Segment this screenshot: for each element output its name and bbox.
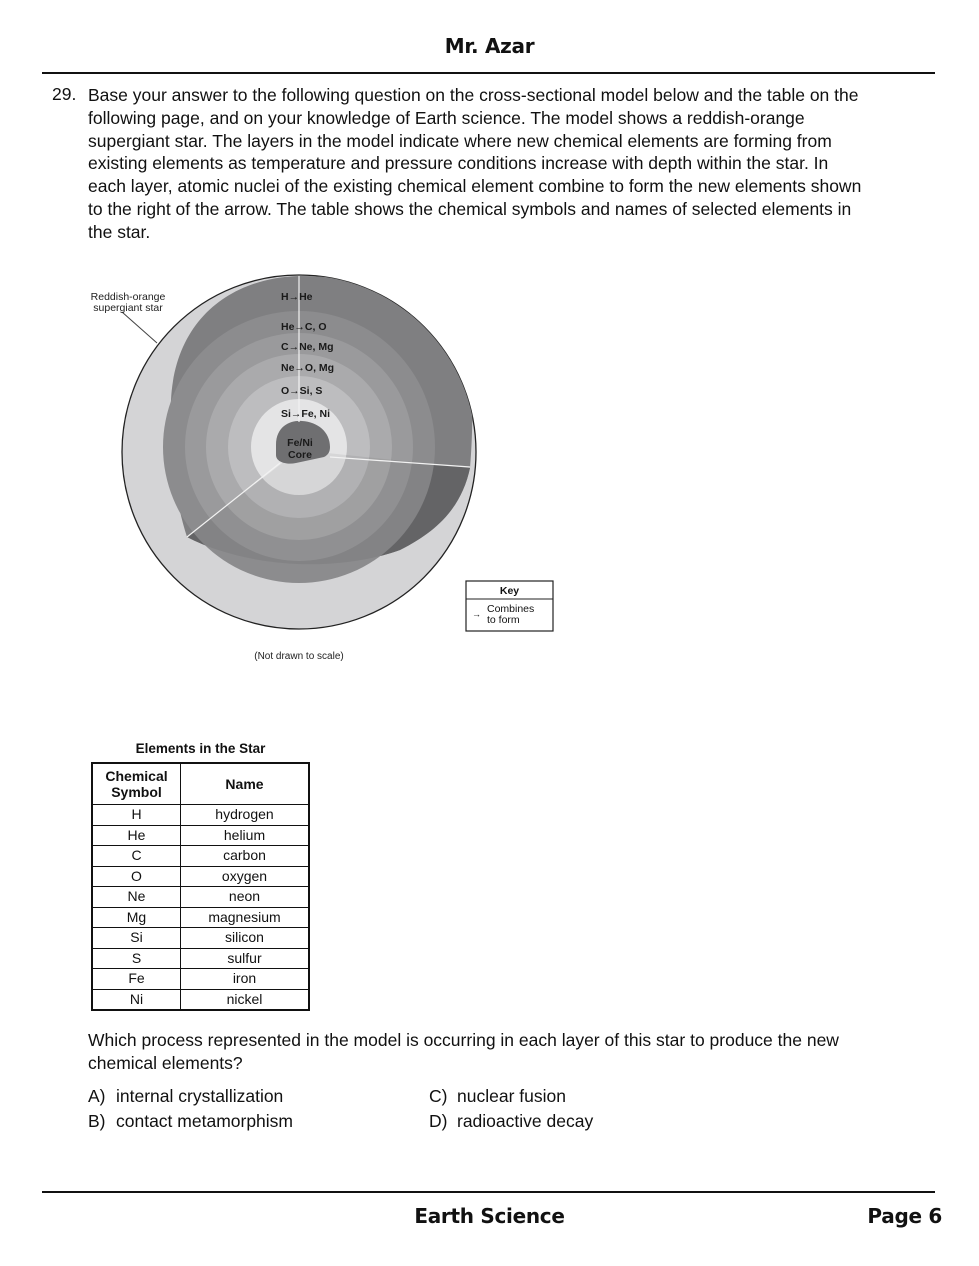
page-header-title: Mr. Azar xyxy=(444,34,535,58)
table-row xyxy=(92,969,309,990)
table-row xyxy=(92,907,309,928)
key-line1: Combines xyxy=(487,603,535,615)
choice-letter: B) xyxy=(88,1111,106,1131)
arrow-icon: → xyxy=(472,609,481,619)
callout-label-line2: supergiant star xyxy=(93,302,163,314)
choice-d[interactable] xyxy=(429,1110,593,1132)
symbol-cell: Ne xyxy=(92,887,181,908)
symbol-cell: Fe xyxy=(92,969,181,990)
name-cell: silicon xyxy=(181,928,310,949)
choice-letter: C) xyxy=(429,1086,448,1106)
layer-label-h: H→He xyxy=(281,291,313,303)
layer-label-ne: Ne→O, Mg xyxy=(281,362,335,374)
name-cell: neon xyxy=(181,887,310,908)
header-divider xyxy=(42,72,935,74)
table-row xyxy=(92,989,309,1010)
symbol-cell: O xyxy=(92,866,181,887)
choice-text: nuclear fusion xyxy=(457,1086,566,1106)
name-cell: hydrogen xyxy=(181,805,310,826)
elements-table xyxy=(91,762,310,1011)
choice-b[interactable] xyxy=(88,1110,293,1132)
question-number: 29. xyxy=(52,84,77,104)
name-cell: helium xyxy=(181,825,310,846)
table-row xyxy=(92,887,309,908)
symbol-cell: H xyxy=(92,805,181,826)
layer-label-c: C→Ne, Mg xyxy=(281,341,334,353)
choice-c[interactable] xyxy=(429,1085,566,1107)
header-chemical-symbol: Chemical Symbol xyxy=(92,763,181,805)
symbol-cell: C xyxy=(92,846,181,867)
table-row xyxy=(92,866,309,887)
symbol-cell: He xyxy=(92,825,181,846)
name-cell: nickel xyxy=(181,989,310,1010)
table-row xyxy=(92,948,309,969)
choice-letter: A) xyxy=(88,1086,106,1106)
symbol-cell: Mg xyxy=(92,907,181,928)
star-cross-section-diagram xyxy=(80,265,580,675)
name-cell: oxygen xyxy=(181,866,310,887)
table-row xyxy=(92,825,309,846)
page-number: Page 6 xyxy=(867,1204,942,1228)
scale-note: (Not drawn to scale) xyxy=(254,651,344,662)
table-row xyxy=(92,846,309,867)
callout-leader-line xyxy=(122,312,157,343)
choice-text: internal crystallization xyxy=(116,1086,284,1106)
callout-label-line1: Reddish-orange xyxy=(90,291,166,303)
name-cell: sulfur xyxy=(181,948,310,969)
key-box xyxy=(466,581,553,631)
question-prompt: Which process represented in the model is occurring in each layer of this star to produce the new chemical elements? xyxy=(88,1030,839,1073)
symbol-cell: S xyxy=(92,948,181,969)
key-line2: to form xyxy=(487,614,520,626)
choice-letter: D) xyxy=(429,1111,448,1131)
footer-divider xyxy=(42,1191,935,1193)
key-title: Key xyxy=(499,585,520,597)
table-title: Elements in the Star xyxy=(135,741,266,756)
layer-label-o: O→Si, S xyxy=(281,385,323,397)
header-name: Name xyxy=(181,763,310,805)
table-row xyxy=(92,805,309,826)
symbol-cell: Si xyxy=(92,928,181,949)
layer-label-he: He→C, O xyxy=(281,321,327,333)
choice-text: radioactive decay xyxy=(457,1111,594,1131)
footer-subject: Earth Science xyxy=(414,1204,565,1228)
name-cell: iron xyxy=(181,969,310,990)
question-stem: Base your answer to the following question on the cross-sectional model below and the table on the following page, and on your knowledge of Earth science. The model shows a reddish-orange supergiant star. The layers in the model indicate where new chemical elements are forming from existing elements as temperature and pressure conditions increase with depth within the star. In each layer, atomic nuclei of the existing chemical element combine to form the new elements shown to the right of the arrow. The table shows the chemical symbols and names of selected elements in the star. xyxy=(88,85,862,242)
layer-label-si: Si→Fe, Ni xyxy=(281,408,331,420)
core-label-line2: Core xyxy=(288,449,312,461)
table-row xyxy=(92,928,309,949)
choice-text: contact metamorphism xyxy=(116,1111,294,1131)
name-cell: carbon xyxy=(181,846,310,867)
core-label-line1: Fe/Ni xyxy=(287,437,313,449)
name-cell: magnesium xyxy=(181,907,310,928)
symbol-cell: Ni xyxy=(92,989,181,1010)
choice-a[interactable] xyxy=(88,1085,283,1107)
